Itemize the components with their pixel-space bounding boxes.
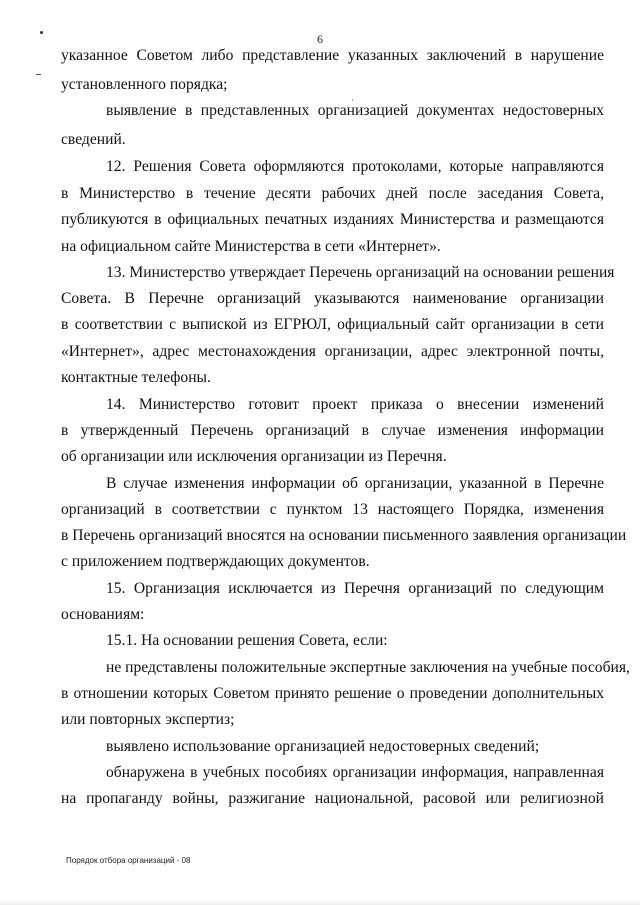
- text-line: указанное Советом либо представление указанных заключений в нарушение: [61, 47, 604, 64]
- text-line: контактные телефоны.: [61, 369, 211, 386]
- document-footer: Порядок отбора организаций - 08: [66, 856, 191, 865]
- text-line: Совета. В Перечне организаций указываются наименование организации: [61, 290, 604, 307]
- text-line: сведений.: [61, 131, 126, 148]
- text-line: в Перечень организаций вносятся на основании письменного заявления организации: [61, 527, 627, 544]
- text-line: 15.1. На основании решения Совета, если:: [106, 632, 388, 649]
- text-line: не представлены положительные экспертные заключения на учебные пособия,: [106, 659, 630, 676]
- text-line: выявление в представленных организацией документах недостоверных: [106, 102, 604, 119]
- text-line: установленного порядка;: [61, 76, 228, 93]
- text-line: 12. Решения Совета оформляются протоколами, которые направляются: [106, 158, 604, 175]
- text-line: в отношении которых Советом принято решение о проведении дополнительных: [61, 685, 604, 702]
- text-line: обнаружена в учебных пособиях организации информация, направленная: [106, 764, 604, 781]
- text-line: 15. Организация исключается из Перечня организаций по следующим: [106, 580, 604, 597]
- text-line: В случае изменения информации об организации, указанной в Перечне: [106, 475, 604, 492]
- text-line: выявлено использование организацией недостоверных сведений;: [106, 738, 540, 755]
- text-line: на пропаганду войны, разжигание национальной, расовой или религиозной: [61, 790, 604, 807]
- scan-speck: [352, 99, 353, 101]
- text-line: об организации или исключения организации из Перечня.: [61, 448, 447, 465]
- text-line: в утвержденный Перечень организаций в случае изменения информации: [61, 422, 604, 439]
- text-line: «Интернет», адрес местонахождения организации, адрес электронной почты,: [61, 343, 604, 360]
- text-line: на официальном сайте Министерства в сети «Интернет».: [61, 238, 441, 255]
- text-line: в Министерство в течение десяти рабочих дней после заседания Совета,: [61, 185, 604, 202]
- page-number: 6: [317, 32, 323, 46]
- scan-mark: [36, 74, 41, 75]
- text-line: 13. Министерство утверждает Перечень организаций на основании решения: [106, 264, 615, 281]
- scan-edge: [0, 900, 640, 905]
- text-line: с приложением подтверждающих документов.: [61, 553, 370, 570]
- text-line: или повторных экспертиз;: [61, 711, 235, 728]
- text-line: публикуются в официальных печатных изданиях Министерства и размещаются: [61, 211, 604, 228]
- text-line: 14. Министерство готовит проект приказа о внесении изменений: [106, 396, 604, 413]
- text-line: в соответствии с выпиской из ЕГРЮЛ, официальный сайт организации в сети: [61, 316, 604, 333]
- text-line: основаниям:: [61, 606, 145, 623]
- text-line: организаций в соответствии с пунктом 13 настоящего Порядка, изменения: [61, 501, 604, 518]
